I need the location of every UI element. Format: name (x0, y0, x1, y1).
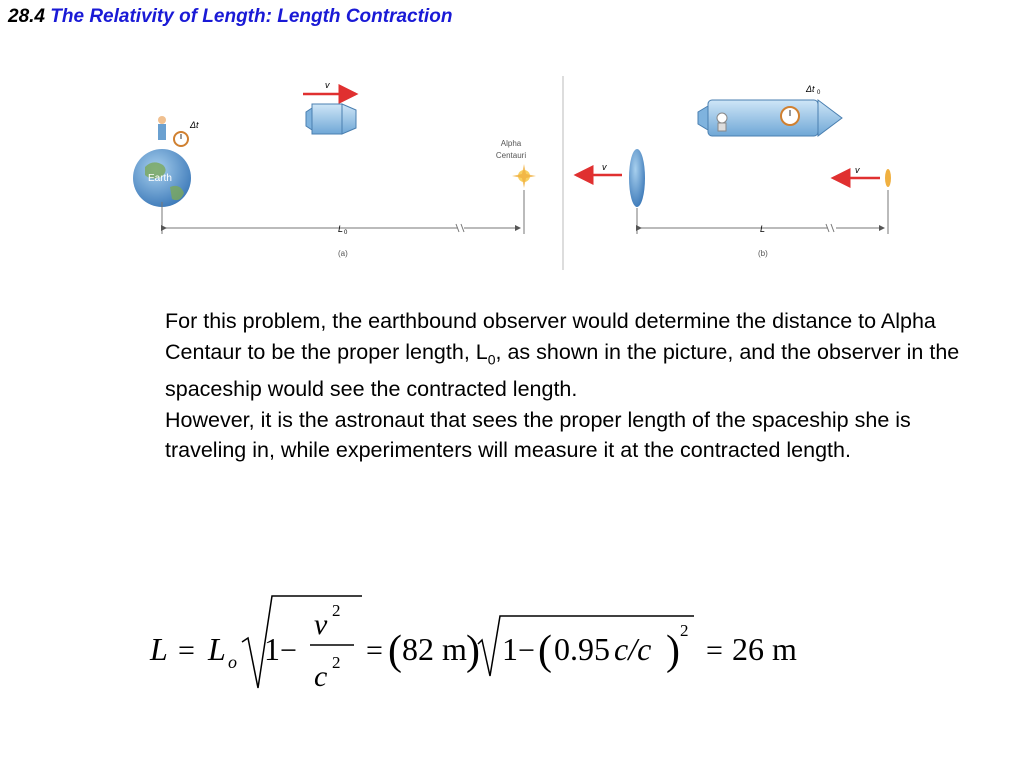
star-label-line1: Alpha (500, 139, 522, 148)
panel-b (576, 84, 891, 258)
slide-title (8, 6, 452, 28)
explanation-text (165, 306, 965, 466)
section-number: 28.4 (8, 6, 45, 27)
formula-result: 26 m (732, 631, 797, 667)
formula-L0: L (208, 631, 226, 667)
paren-close-2: ) (666, 628, 680, 674)
paren-open-2: ( (538, 628, 552, 674)
formula-c-exp: 2 (332, 653, 341, 672)
length-contraction-formula (140, 580, 840, 700)
velocity-arrow-a (303, 80, 356, 94)
panel-a (133, 80, 536, 258)
formula-exp2b: 2 (680, 621, 689, 640)
earth-contracted (629, 149, 645, 207)
length-subscript-a: 0 (344, 230, 348, 236)
star-velocity-arrow (833, 165, 880, 178)
formula-L0-sub: o (228, 652, 237, 672)
star-label-line2: Centauri (495, 151, 527, 160)
formula-eq2: = (366, 634, 383, 667)
earth-velocity-label: v (602, 162, 607, 172)
formula-val1: 82 m (402, 631, 467, 667)
formula-v-exp: 2 (332, 601, 341, 620)
formula-minus2: − (518, 634, 535, 667)
length-label-a: L (338, 224, 344, 234)
earth-globe (133, 149, 191, 207)
length-label-b: L (760, 224, 766, 234)
formula-minus: − (280, 634, 297, 667)
length-dimension-b (637, 190, 888, 258)
formula-eq1: = (178, 634, 195, 667)
formula-eq3: = (706, 634, 723, 667)
length-contraction-figure (120, 72, 910, 272)
caption-a: (a) (338, 249, 348, 258)
p1-text-a: For this problem, the earthbound observer would determine the distance to Alpha Centaur to be the proper length, L (165, 309, 936, 364)
velocity-label-a: v (325, 80, 330, 90)
p1-text-b: , as shown in the picture, and the observer in the spaceship would see the contracted length. (165, 339, 960, 402)
spaceship-b (698, 100, 842, 136)
formula-one: 1 (264, 631, 280, 667)
formula-one2: 1 (502, 631, 518, 667)
star-velocity-label: v (855, 165, 860, 175)
spaceship-a (306, 104, 356, 134)
earth-label: Earth (148, 173, 172, 184)
section-title: The Relativity of Length: Length Contraction (50, 6, 453, 27)
clock-icon-a (174, 120, 199, 146)
paragraph-2: However, it is the astronaut that sees the proper length of the spaceship she is traveling in, while experimenters will measure it at the contracted length. (165, 407, 911, 463)
p1-subscript: 0 (487, 350, 496, 367)
formula-v: v (314, 608, 328, 641)
paren-close-1: ) (466, 628, 480, 674)
formula-c: c (314, 660, 328, 693)
formula-val2: 0.95 (554, 631, 610, 667)
earth-velocity-arrow (576, 162, 622, 175)
sqrt-sign-1 (242, 596, 362, 688)
clock-subscript-b: 0 (817, 90, 821, 96)
paragraph-1 (165, 306, 965, 405)
alpha-centauri-star-a (496, 139, 536, 188)
formula-c-over-c: c/c (614, 631, 652, 667)
caption-b: (b) (758, 249, 768, 258)
alpha-centauri-star-b (885, 169, 891, 187)
clock-label-b: Δt (806, 84, 815, 94)
earth-observer (158, 116, 166, 140)
clock-label-a: Δt (190, 120, 199, 130)
length-dimension-a (162, 190, 524, 258)
paren-open-1: ( (388, 628, 402, 674)
formula-L: L (150, 631, 168, 667)
